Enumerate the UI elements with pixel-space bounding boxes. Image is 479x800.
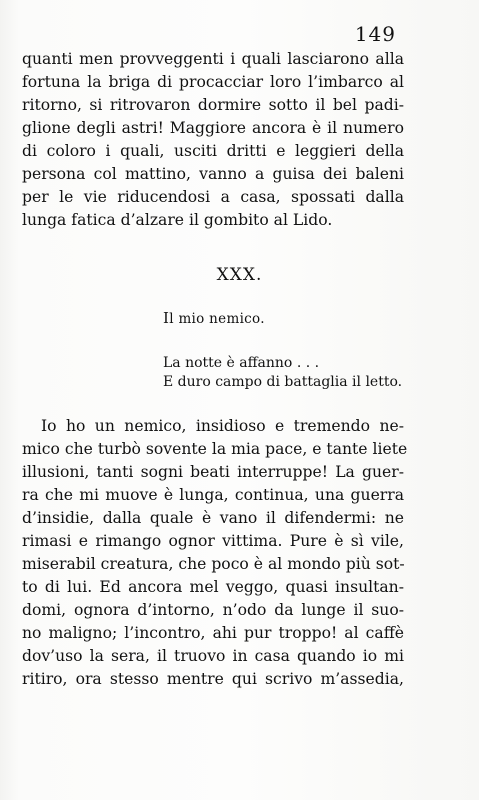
section-title xyxy=(163,309,265,327)
text-line: ra che mi muove è lunga, continua, una guerra xyxy=(22,486,404,504)
epigraph-line: La notte è affanno . . . xyxy=(163,355,320,371)
text-line: no maligno; l’incontro, ahi pur troppo! al caffè xyxy=(22,624,404,642)
section-title-rest: l mio nemico. xyxy=(169,311,265,327)
text-line: fortuna la briga di procacciar loro l’imbarco al xyxy=(22,73,404,91)
epigraph-line: E duro campo di battaglia il letto. xyxy=(163,374,403,390)
text-line: rimasi e rimango ognor vittima. Pure è sì vile, xyxy=(22,532,404,550)
text-line: illusioni, tanti sogni beati interruppe! La guer- xyxy=(22,463,404,481)
text-line: quanti men provveggenti i quali lasciarono alla xyxy=(22,50,404,68)
section-number: XXX. xyxy=(216,265,263,285)
page-number: 149 xyxy=(354,22,396,46)
text-line: mico che turbò sovente la mia pace, e tante liete xyxy=(22,440,408,458)
text-line: di coloro i quali, usciti dritti e leggieri della xyxy=(22,142,404,160)
text-line: lunga fatica d’alzare il gombito al Lido. xyxy=(22,211,333,229)
text-line: miserabil creatura, che poco è al mondo più sot- xyxy=(22,555,405,573)
text-line: domi, ognora d’intorno, n’odo da lunge il suo- xyxy=(22,601,404,619)
section-title-initial: I xyxy=(163,309,170,327)
text-line: to di lui. Ed ancora mel veggo, quasi insultan- xyxy=(22,578,404,596)
text-line: ritiro, ora stesso mentre qui scrivo m’assedia, xyxy=(22,670,404,688)
text-line: persona col mattino, vanno a guisa dei baleni xyxy=(22,165,404,183)
text-line: glione degli astri! Maggiore ancora è il numero xyxy=(22,119,404,137)
text-line: ritorno, si ritrovaron dormire sotto il bel padi- xyxy=(22,96,404,114)
text-line: dov’uso la sera, il truovo in casa quando io mi xyxy=(22,647,404,665)
text-line: d’insidie, dalla quale è vano il difendermi: ne xyxy=(22,509,404,527)
text-line: per le vie riducendosi a casa, spossati dalla xyxy=(22,188,404,206)
text-line: Io ho un nemico, insidioso e tremendo ne- xyxy=(41,417,404,435)
